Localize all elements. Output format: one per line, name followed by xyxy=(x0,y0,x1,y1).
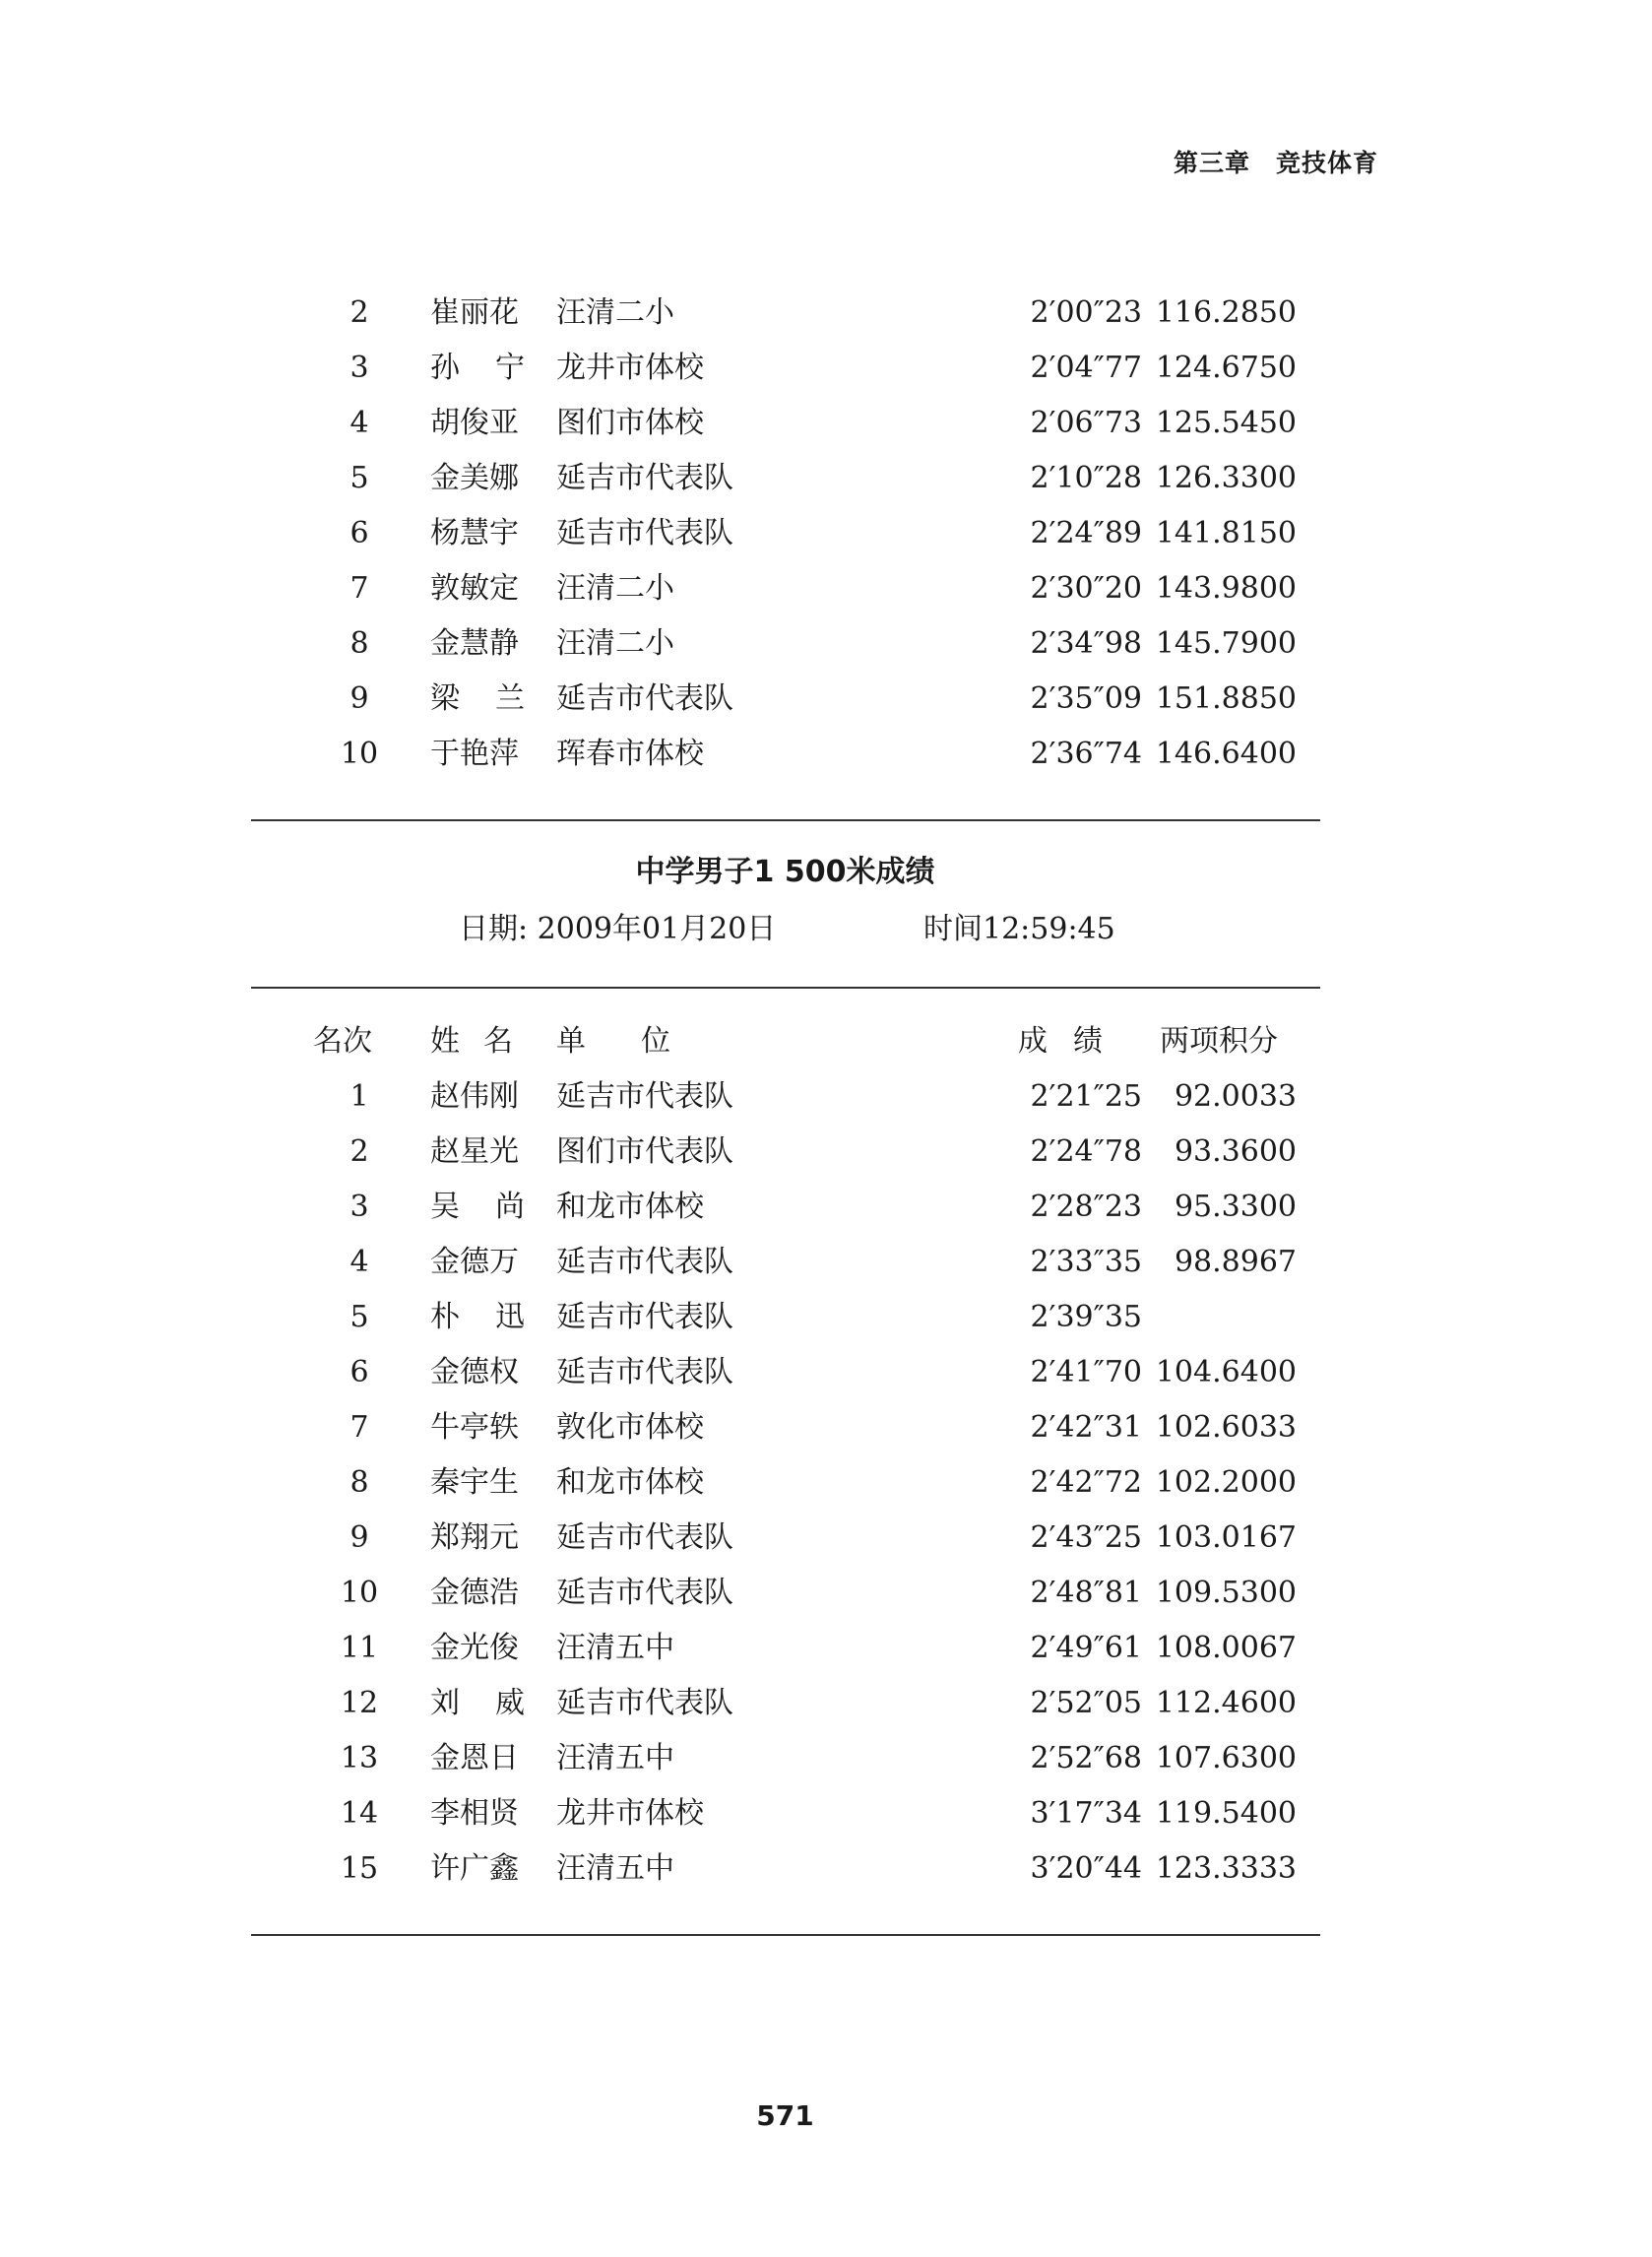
table-row xyxy=(0,1290,1652,1345)
unit-cell: 敦化市体校 xyxy=(556,1410,704,1445)
time-cell: 2′04″77 xyxy=(1030,351,1142,385)
score-cell: 119.5400 xyxy=(1155,1796,1297,1831)
score-cell: 124.6750 xyxy=(1155,351,1297,385)
time-cell: 2′24″89 xyxy=(1030,516,1142,550)
name-cell: 金恩日 xyxy=(430,1741,519,1775)
score-cell: 145.7900 xyxy=(1155,626,1297,661)
rank-cell: 6 xyxy=(349,516,369,550)
score-cell: 108.0067 xyxy=(1155,1631,1297,1665)
name-cell: 金德万 xyxy=(430,1245,519,1279)
name-cell: 崔丽花 xyxy=(430,295,519,330)
time-cell: 2′52″68 xyxy=(1030,1741,1142,1775)
score-cell: 102.2000 xyxy=(1155,1465,1297,1500)
time-cell: 2′49″61 xyxy=(1030,1631,1142,1665)
score-cell: 151.8850 xyxy=(1155,681,1297,716)
rank-cell: 14 xyxy=(340,1796,379,1831)
rank-cell: 6 xyxy=(349,1355,369,1389)
time-cell: 2′36″74 xyxy=(1030,737,1142,771)
rank-cell: 8 xyxy=(349,626,369,661)
unit-cell: 汪清二小 xyxy=(556,295,674,330)
header-score: 两项积分 xyxy=(1160,1024,1278,1059)
table-row xyxy=(0,1566,1652,1621)
score-cell: 109.5300 xyxy=(1155,1576,1297,1610)
rank-cell: 7 xyxy=(349,571,369,606)
rank-cell: 1 xyxy=(349,1079,369,1114)
table-row xyxy=(0,451,1652,506)
table-row xyxy=(0,1400,1652,1455)
unit-cell: 汪清五中 xyxy=(556,1851,674,1886)
unit-cell: 图们市代表队 xyxy=(556,1134,733,1169)
rank-cell: 13 xyxy=(340,1741,379,1775)
event-date: 日期: 2009年01月20日 xyxy=(459,912,777,946)
name-cell: 于艳萍 xyxy=(430,737,519,771)
unit-cell: 汪清二小 xyxy=(556,571,674,606)
name-cell: 郑翔元 xyxy=(430,1520,519,1555)
score-cell: 125.5450 xyxy=(1155,406,1297,440)
unit-cell: 和龙市体校 xyxy=(556,1465,704,1500)
unit-cell: 汪清二小 xyxy=(556,626,674,661)
time-cell: 2′33″35 xyxy=(1030,1245,1142,1279)
table-row xyxy=(0,1125,1652,1180)
time-cell: 2′24″78 xyxy=(1030,1134,1142,1169)
table-row xyxy=(0,341,1652,396)
rank-cell: 5 xyxy=(349,461,369,495)
time-cell: 2′28″23 xyxy=(1030,1190,1142,1224)
time-cell: 2′41″70 xyxy=(1030,1355,1142,1389)
divider-bottom xyxy=(251,1934,1320,1936)
time-cell: 2′43″25 xyxy=(1030,1520,1142,1555)
unit-cell: 图们市体校 xyxy=(556,406,704,440)
time-cell: 2′21″25 xyxy=(1030,1079,1142,1114)
rank-cell: 7 xyxy=(349,1410,369,1445)
unit-cell: 延吉市代表队 xyxy=(556,681,733,716)
table-row xyxy=(0,1069,1652,1125)
unit-cell: 延吉市代表队 xyxy=(556,516,733,550)
score-cell: 104.6400 xyxy=(1155,1355,1297,1389)
rank-cell: 12 xyxy=(340,1686,379,1720)
unit-cell: 延吉市代表队 xyxy=(556,1245,733,1279)
unit-cell: 延吉市代表队 xyxy=(556,1576,733,1610)
name-cell: 刘威 xyxy=(430,1686,560,1720)
time-cell: 2′10″28 xyxy=(1030,461,1142,495)
name-cell: 李相贤 xyxy=(430,1796,519,1831)
score-cell: 95.3300 xyxy=(1174,1190,1297,1224)
name-cell: 金德浩 xyxy=(430,1576,519,1610)
unit-cell: 龙井市体校 xyxy=(556,351,704,385)
unit-cell: 延吉市代表队 xyxy=(556,461,733,495)
rank-cell: 15 xyxy=(340,1851,379,1886)
name-cell: 敦敏定 xyxy=(430,571,519,606)
header-rank: 名次 xyxy=(313,1024,372,1059)
rank-cell: 9 xyxy=(349,681,369,716)
rank-cell: 3 xyxy=(349,1190,369,1224)
name-cell: 杨慧宇 xyxy=(430,516,519,550)
score-cell: 103.0167 xyxy=(1155,1520,1297,1555)
rank-cell: 2 xyxy=(349,1134,369,1169)
name-cell: 孙宁 xyxy=(430,351,560,385)
name-cell: 金德权 xyxy=(430,1355,519,1389)
page-number: 571 xyxy=(756,2099,814,2132)
name-cell: 金光俊 xyxy=(430,1631,519,1665)
time-cell: 2′34″98 xyxy=(1030,626,1142,661)
name-cell: 金慧静 xyxy=(430,626,519,661)
table-row xyxy=(0,616,1652,672)
section-title: 中学男子1 500米成绩 xyxy=(635,855,935,889)
score-cell: 92.0033 xyxy=(1174,1079,1297,1114)
time-cell: 2′52″05 xyxy=(1030,1686,1142,1720)
unit-cell: 珲春市体校 xyxy=(556,737,704,771)
table-row xyxy=(0,1345,1652,1400)
score-cell: 98.8967 xyxy=(1174,1245,1297,1279)
time-cell: 2′35″09 xyxy=(1030,681,1142,716)
name-cell: 赵星光 xyxy=(430,1134,519,1169)
score-cell: 143.9800 xyxy=(1155,571,1297,606)
unit-cell: 延吉市代表队 xyxy=(556,1520,733,1555)
rank-cell: 4 xyxy=(349,406,369,440)
time-cell: 2′00″23 xyxy=(1030,295,1142,330)
unit-cell: 延吉市代表队 xyxy=(556,1355,733,1389)
time-cell: 2′48″81 xyxy=(1030,1576,1142,1610)
rank-cell: 4 xyxy=(349,1245,369,1279)
time-cell: 2′06″73 xyxy=(1030,406,1142,440)
score-cell: 116.2850 xyxy=(1155,295,1297,330)
score-cell: 126.3300 xyxy=(1155,461,1297,495)
name-cell: 吴尚 xyxy=(430,1190,560,1224)
rank-cell: 11 xyxy=(340,1631,379,1665)
rank-cell: 10 xyxy=(340,1576,379,1610)
score-cell: 102.6033 xyxy=(1155,1410,1297,1445)
name-cell: 赵伟刚 xyxy=(430,1079,519,1114)
name-cell: 牛亭轶 xyxy=(430,1410,519,1445)
header-name: 姓名 xyxy=(430,1024,537,1059)
table-row xyxy=(0,1731,1652,1786)
header-time: 成绩 xyxy=(1018,1024,1128,1059)
rank-cell: 8 xyxy=(349,1465,369,1500)
name-cell: 梁兰 xyxy=(430,681,560,716)
unit-cell: 汪清五中 xyxy=(556,1631,674,1665)
time-cell: 3′17″34 xyxy=(1030,1796,1142,1831)
score-cell: 146.6400 xyxy=(1155,737,1297,771)
table-row xyxy=(0,1455,1652,1511)
rank-cell: 9 xyxy=(349,1520,369,1555)
unit-cell: 汪清五中 xyxy=(556,1741,674,1775)
table-row xyxy=(0,1841,1652,1897)
table-row xyxy=(0,286,1652,341)
divider-top xyxy=(251,819,1320,821)
score-cell: 107.6300 xyxy=(1155,1741,1297,1775)
rank-cell: 5 xyxy=(349,1300,369,1334)
table-row xyxy=(0,1676,1652,1731)
unit-cell: 延吉市代表队 xyxy=(556,1300,733,1334)
table-row xyxy=(0,1180,1652,1235)
score-cell: 123.3333 xyxy=(1155,1851,1297,1886)
score-cell: 112.4600 xyxy=(1155,1686,1297,1720)
table-row xyxy=(0,1235,1652,1290)
score-cell: 93.3600 xyxy=(1174,1134,1297,1169)
name-cell: 朴迅 xyxy=(430,1300,560,1334)
time-cell: 2′42″31 xyxy=(1030,1410,1142,1445)
table-row xyxy=(0,1786,1652,1841)
table-header-row xyxy=(0,1014,1652,1069)
table-row xyxy=(0,727,1652,782)
event-time: 时间12:59:45 xyxy=(923,912,1115,946)
rank-cell: 10 xyxy=(340,737,379,771)
unit-cell: 延吉市代表队 xyxy=(556,1079,733,1114)
name-cell: 秦宇生 xyxy=(430,1465,519,1500)
table-row xyxy=(0,1511,1652,1566)
table-row xyxy=(0,396,1652,451)
name-cell: 金美娜 xyxy=(430,461,519,495)
score-cell: 141.8150 xyxy=(1155,516,1297,550)
name-cell: 胡俊亚 xyxy=(430,406,519,440)
time-cell: 2′39″35 xyxy=(1030,1300,1142,1334)
time-cell: 2′30″20 xyxy=(1030,571,1142,606)
table-row xyxy=(0,506,1652,561)
time-cell: 2′42″72 xyxy=(1030,1465,1142,1500)
name-cell: 许广鑫 xyxy=(430,1851,519,1886)
time-cell: 3′20″44 xyxy=(1030,1851,1142,1886)
divider-header xyxy=(251,987,1320,989)
unit-cell: 和龙市体校 xyxy=(556,1190,704,1224)
header-unit: 单位 xyxy=(556,1024,726,1059)
table-row xyxy=(0,561,1652,616)
table-row xyxy=(0,672,1652,727)
table-row xyxy=(0,1621,1652,1676)
rank-cell: 2 xyxy=(349,295,369,330)
rank-cell: 3 xyxy=(349,351,369,385)
unit-cell: 延吉市代表队 xyxy=(556,1686,733,1720)
unit-cell: 龙井市体校 xyxy=(556,1796,704,1831)
running-head: 第三章 竞技体育 xyxy=(1173,149,1378,177)
